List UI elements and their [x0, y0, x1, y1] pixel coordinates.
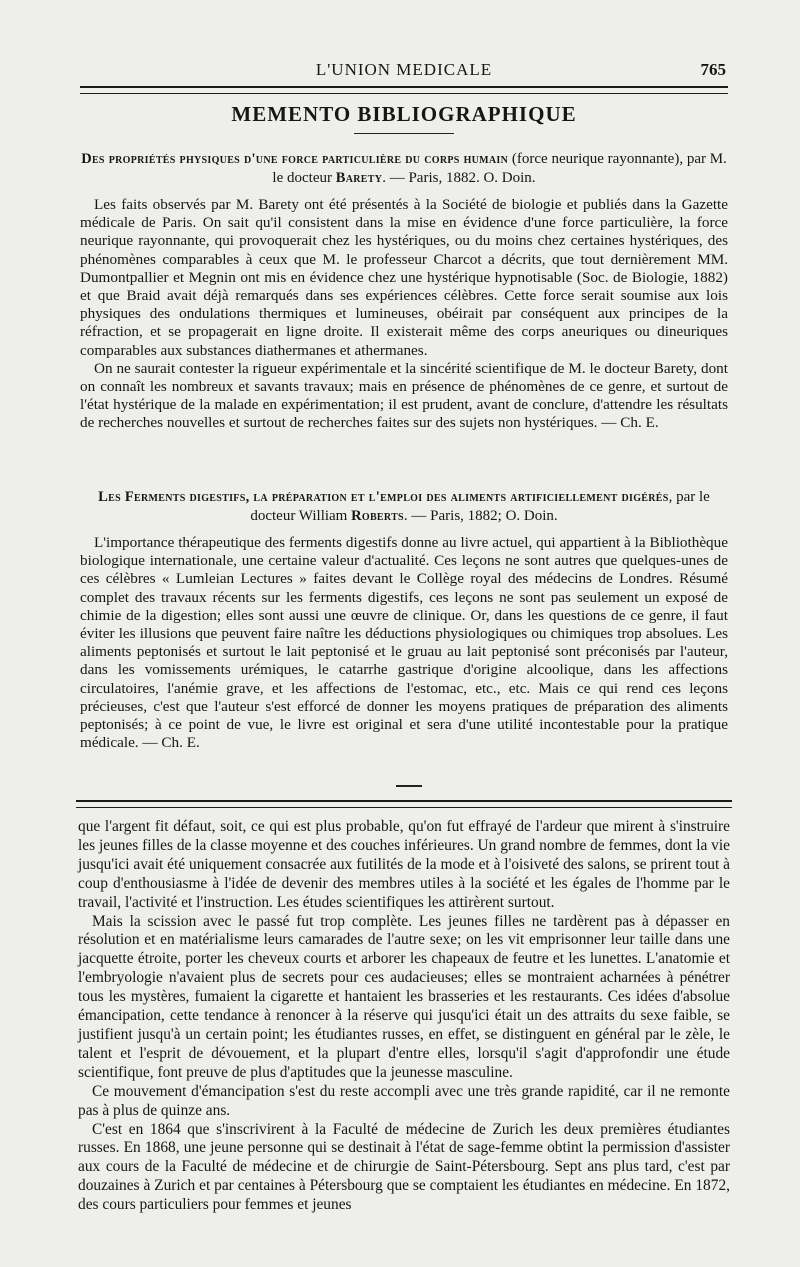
feuilleton-paragraph-3: Ce mouvement d'émancipation s'est du reste accompli avec une très grande rapidité, car il ne remonte pas à plus de quinze ans. — [78, 1082, 730, 1119]
review-2-title-rest: , par le docteur William — [250, 489, 710, 524]
page-number: 765 — [700, 60, 726, 79]
review-1-author: Barety — [335, 170, 383, 186]
review-1-paragraph-2: On ne saurait contester la rigueur expérimentale et la sincérité scientifique de M. le docteur Barety, dont on connaît les nombreux et savants travaux; mais en présence de phénomènes de ce genre, et surtout de l'état hystérique de la malade en expérimentation; il est prudent, avant de conclure, d'attendre les résultats de recherches nouvelles et surtout de recherches faites sur des sujets non hystériques. — Ch. E. — [80, 359, 728, 432]
review-2-paragraph-1: L'importance thérapeutique des ferments digestifs donne au livre actuel, qui appartient à la Bibliothèque biologique internationale, une certaine valeur d'actualité. Ces leçons ne sont autres que quelques-unes de ces célèbres « Lumleian Lectures » faites devant le Collège royal des médecins de Londres. Résumé complet des travaux récents sur les ferments digestifs, ces leçons ne sont pas seulement un exposé de chimie de la digestion; elles sont aussi une œuvre de clinique. Or, dans les questions de ce genre, il faut éviter les illusions que peuvent faire naître les déductions physiologiques ou chimiques trop absolues. Les aliments peptonisés et surtout le lait peptonisé et le gruau au lait peptonisé sont préconisés par l'auteur, dans les vomissements urémiques, le catarrhe gastrique d'origine alcoolique, dans les affections circulatoires, l'anémie grave, et les affections de l'estomac, etc., etc. Mais ce qui rend ces leçons précieuses, c'est que l'auteur s'est efforcé de donner les moyens pratiques de préparation des aliments peptonisés; à ce point de vue, le livre est original et sera d'une utilité incontestable pour la pratique médicale. — Ch. E. — [80, 534, 728, 752]
section-title: MEMENTO BIBLIOGRAPHIQUE — [231, 102, 577, 126]
journal-title: L'UNION MEDICALE — [315, 60, 493, 79]
review-2-author: Roberts — [351, 508, 404, 524]
review-2-publisher: . — Paris, 1882; O. Doin. — [403, 508, 558, 524]
review-1-heading — [80, 150, 728, 188]
header-rule — [80, 86, 728, 94]
review-1-paragraph-1: Les faits observés par M. Barety ont été présentés à la Société de biologie et publiés dans la Gazette médicale de Paris. On sait qu'il consistent dans la mise en évidence d'une force particulière, la force neurique rayonnante, qui provoquerait chez les hystériques, ou du moins chez certaines hystériques, des phénomènes comparables à ceux que M. le professeur Charcot a décrits, que tout dernièrement MM. Dumontpallier et Megnin ont mis en évidence chez une hystérique hypnotisable (Soc. de Biologie, 1882) et que Braid avait déjà remarqués dans ses expériences célèbres. Cette force serait soumise aux lois physiques des ondulations thermiques et lumineuses, obéirait par conséquent aux principes de la réfraction, et se propagerait en ligne droite. Il existerait même des corps aneuriques ou dineuriques comparables aux substances diathermanes et athermanes. — [80, 196, 728, 359]
feuilleton — [78, 818, 730, 1215]
feuilleton-paragraph-2: Mais la scission avec le passé fut trop complète. Les jeunes filles ne tardèrent pas à dépasser en résolution et en matérialisme leurs camarades de l'autre sexe; on les vit emprisonner leur taille dans une jacquette étroite, porter les cheveux courts et arborer les chapeaux de feutre et les lunettes. L'anatomie et l'embryologie n'avaient plus de secrets pour ces audacieuses; elles se montraient acharnées à pénétrer tous les mystères, fumaient la cigarette et hantaient les brasseries et les restaurants. Ces idées d'absolue émancipation, cette tendance à renoncer à la réserve qui jusqu'ici était un des attraits du sexe faible, se justifient jusqu'à un certain point; les étudiantes russes, en effet, se distinguent en général par le zèle, le talent et l'esprit de dévouement, et la plupart d'entre elles, lorsqu'il s'agit d'approfondir une étude scientifique, font preuve de plus d'aptitudes que la jeunesse masculine. — [78, 912, 730, 1081]
review-1 — [80, 150, 728, 433]
review-1-title-rest: (force neurique rayonnante), par M. le docteur — [272, 151, 727, 186]
review-2-heading — [80, 488, 728, 526]
feuilleton-paragraph-1: que l'argent fit défaut, soit, ce qui est plus probable, qu'on fut effrayé de l'ardeur que mirent à s'instruire les jeunes filles de la classe moyenne et des couches inférieures. Un grand nombre de femmes, dont la vie jusqu'ici avait été uniquement consacrée aux futilités de la mode et à l'oisiveté des salons, se prirent tout à coup d'enthousiasme à l'idée de devenir des membres utiles à la société et les égales de l'homme par le travail, l'activité et l'instruction. Les études scientifiques les attirèrent surtout. — [78, 818, 730, 911]
review-2 — [80, 488, 728, 752]
end-dash — [396, 785, 422, 787]
title-underline — [354, 133, 454, 134]
review-2-title: Les Ferments digestifs, la préparation et l'emploi des aliments artificiellement digérés — [98, 489, 669, 505]
review-1-title: Des propriétés physiques d'une force particulière du corps humain — [81, 151, 509, 167]
feuilleton-paragraph-4: C'est en 1864 que s'inscrivirent à la Faculté de médecine de Zurich les deux premières étudiantes russes. En 1868, une jeune personne qui se destinait à l'état de sage-femme obtint la permission d'assister aux cours de la Faculté de médecine et de chirurgie de Saint-Pétersbourg. Sept ans plus tard, c'est par douzaines à Zurich et par centaines à Pétersbourg que se comptaient les étudiantes en médecine. En 1872, des cours particuliers pour femmes et jeunes — [78, 1120, 730, 1214]
review-1-publisher: . — Paris, 1882. O. Doin. — [382, 170, 536, 186]
running-head — [78, 58, 730, 84]
feuilleton-rule — [76, 800, 732, 808]
